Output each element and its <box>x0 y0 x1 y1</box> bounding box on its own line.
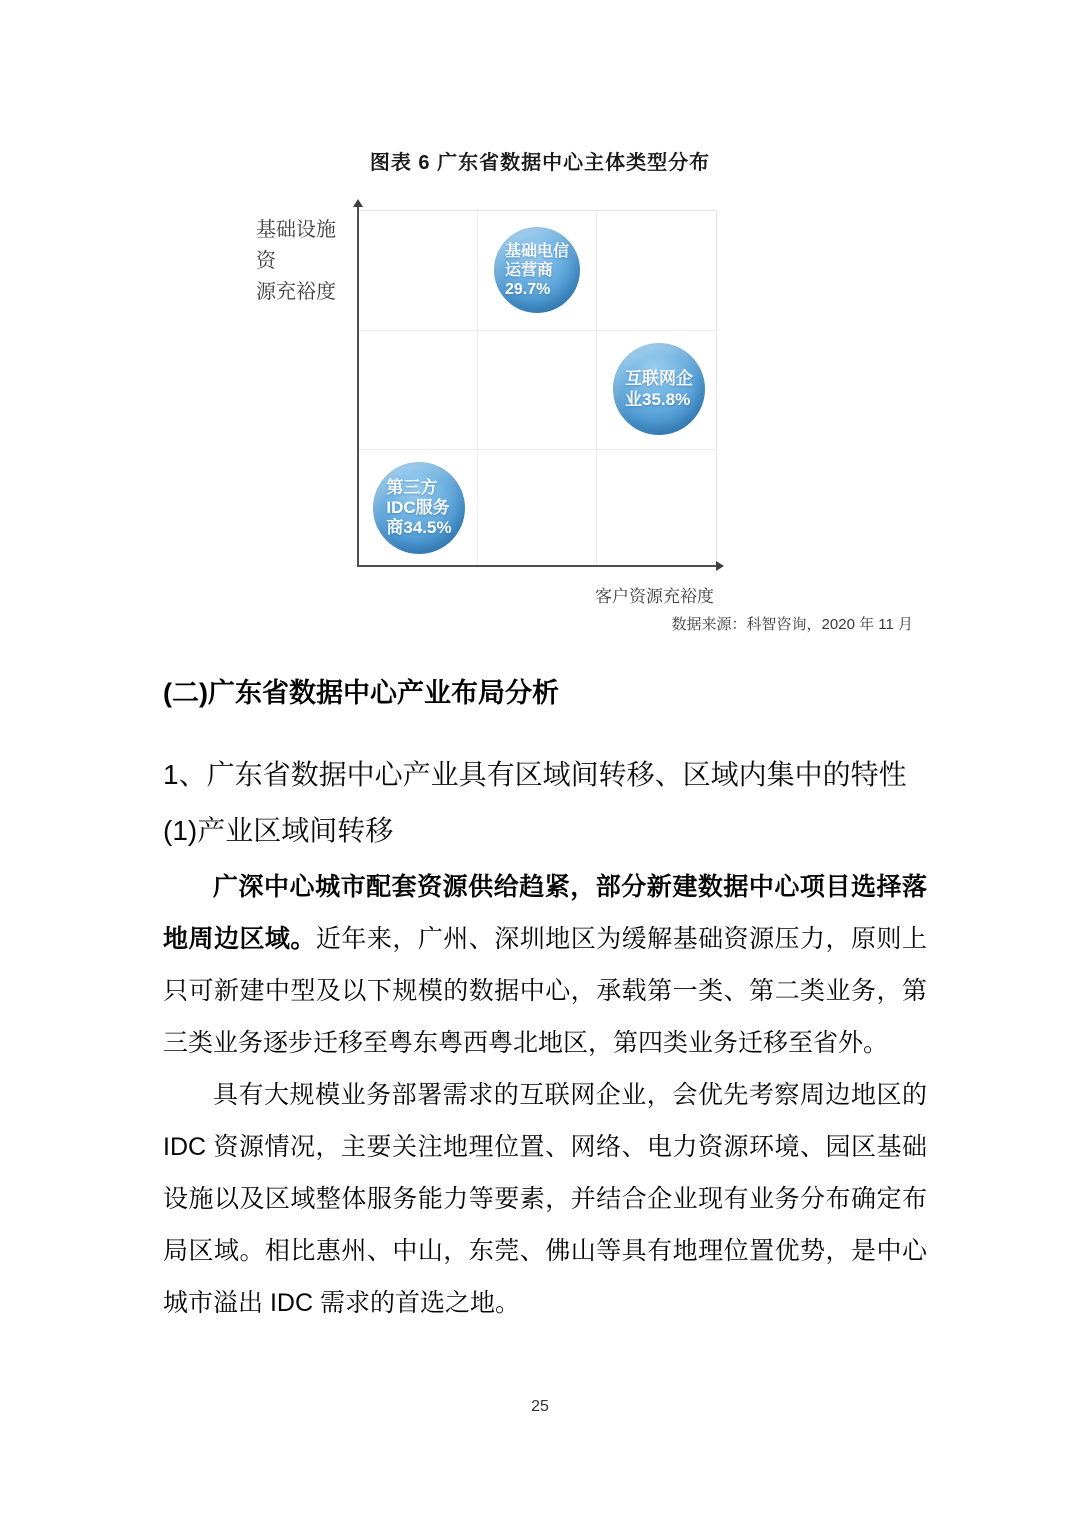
paragraph-2-line: IDC 资源情况，主要关注地理位置、网络、电力资源环境、园区基础 <box>163 1133 927 1161</box>
gridline-vertical-1 <box>477 211 478 566</box>
paragraph-2-line: 城市溢出 IDC 需求的首选之地。 <box>163 1289 520 1317</box>
bubble-value: 29.7% <box>504 280 551 298</box>
section-heading: (二)广东省数据中心产业布局分析 <box>163 678 559 708</box>
x-axis-label: 客户资源充裕度 <box>595 587 714 606</box>
bubble-label-line: 第三方 <box>386 478 438 497</box>
bubble-value: 商34.5% <box>386 518 452 537</box>
page-number: 25 <box>531 1398 549 1415</box>
y-axis-label-line1: 基础设施资 <box>256 219 336 272</box>
bubble-value: 业35.8% <box>625 390 691 409</box>
bubble-internet-companies <box>613 343 705 435</box>
paragraph-2-line: 局区域。相比惠州、中山，东莞、佛山等具有地理位置优势，是中心 <box>163 1237 927 1265</box>
subsection-heading: 1、广东省数据中心产业具有区域间转移、区域内集中的特性 <box>163 759 907 790</box>
bubble-label-line: IDC服务 <box>386 498 450 517</box>
paragraph-2-line: 具有大规模业务部署需求的互联网企业，会优先考察周边地区的 <box>213 1081 927 1109</box>
body-text <box>163 861 927 1329</box>
gridline-vertical-2 <box>596 211 597 566</box>
x-axis <box>357 565 717 567</box>
x-axis-arrow-icon <box>716 561 724 571</box>
paragraph-1-line: 地周边区域。近年来，广州、深圳地区为缓解基础资源压力，原则上 <box>163 925 927 953</box>
gridline-horizontal-1 <box>358 330 716 331</box>
paragraph-2-line: 设施以及区域整体服务能力等要素，并结合企业现有业务分布确定布 <box>163 1185 927 1213</box>
figure-title: 图表 6 广东省数据中心主体类型分布 <box>369 152 711 174</box>
bubble-label-line: 互联网企 <box>625 369 693 388</box>
subsubsection-heading: (1)产业区域间转移 <box>163 815 394 846</box>
gridline-horizontal-2 <box>358 449 716 450</box>
y-axis <box>357 206 359 566</box>
bubble-third-party-idc <box>373 462 465 554</box>
y-axis-arrow-icon <box>353 199 363 207</box>
paragraph-1-line: 三类业务逐步迁移至粤东粤西粤北地区，第四类业务迁移至省外。 <box>163 1029 889 1057</box>
bubble-telecom-operators <box>494 227 580 313</box>
bubble-label-line: 基础电信 <box>504 242 569 260</box>
figure-source: 数据来源：科智咨询，2020 年 11 月 <box>671 616 913 633</box>
paragraph-1-line: 广深中心城市配套资源供给趋紧，部分新建数据中心项目选择落 <box>213 873 927 901</box>
y-axis-label-line2: 源充裕度 <box>256 281 336 303</box>
bubble-label-line: 运营商 <box>504 261 553 279</box>
paragraph-1-line: 只可新建中型及以下规模的数据中心，承载第一类、第二类业务，第 <box>163 977 927 1005</box>
y-axis-label <box>256 215 352 308</box>
